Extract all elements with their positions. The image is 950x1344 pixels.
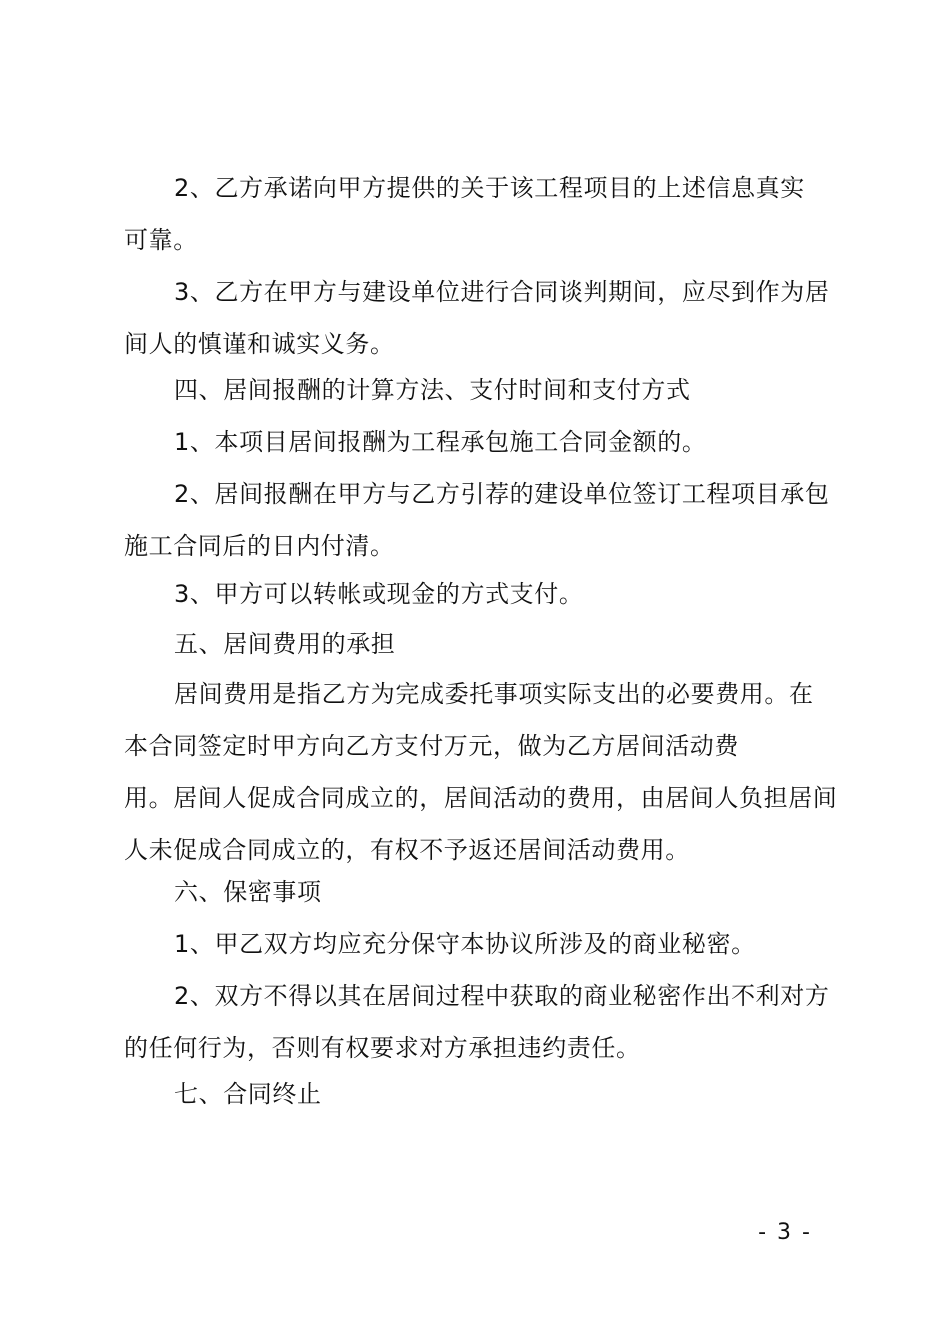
paragraph-line: 2、双方不得以其在居间过程中获取的商业秘密作出不利对方 (174, 982, 830, 1010)
paragraph-line: 可靠。 (124, 226, 198, 254)
paragraph-line: 人未促成合同成立的，有权不予返还居间活动费用。 (124, 836, 690, 864)
paragraph-line: 间人的慎谨和诚实义务。 (124, 330, 395, 358)
paragraph-line: 3、乙方在甲方与建设单位进行合同谈判期间，应尽到作为居 (174, 278, 830, 306)
paragraph-line: 1、甲乙双方均应充分保守本协议所涉及的商业秘密。 (174, 930, 756, 958)
paragraph-expenses-detail (124, 668, 836, 876)
section-heading-confidentiality (124, 866, 836, 918)
paragraph-line: 居间费用是指乙方为完成委托事项实际支出的必要费用。在 (174, 680, 814, 708)
paragraph-commitment-accuracy (124, 162, 836, 266)
paragraph-line: 五、居间费用的承担 (174, 630, 396, 658)
paragraph-line: 施工合同后的日内付清。 (124, 532, 395, 560)
paragraph-line: 用。居间人促成合同成立的，居间活动的费用，由居间人负担居间 (124, 784, 838, 812)
paragraph-payment-time (124, 468, 836, 572)
paragraph-line: 3、甲方可以转帐或现金的方式支付。 (174, 580, 584, 608)
paragraph-line: 2、居间报酬在甲方与乙方引荐的建设单位签订工程项目承包 (174, 480, 830, 508)
paragraph-confidentiality-obligation (124, 918, 836, 970)
paragraph-payment-method (124, 568, 836, 620)
paragraph-line: 六、保密事项 (174, 878, 322, 906)
page-number: - 3 - (758, 1220, 812, 1245)
paragraph-line: 七、合同终止 (174, 1080, 322, 1108)
paragraph-remuneration-amount (124, 416, 836, 468)
paragraph-negotiation-duty (124, 266, 836, 370)
paragraph-confidentiality-breach (124, 970, 836, 1074)
section-heading-expenses (124, 618, 836, 670)
paragraph-line: 2、乙方承诺向甲方提供的关于该工程项目的上述信息真实 (174, 174, 805, 202)
paragraph-line: 的任何行为，否则有权要求对方承担违约责任。 (124, 1034, 641, 1062)
paragraph-line: 1、本项目居间报酬为工程承包施工合同金额的。 (174, 428, 707, 456)
paragraph-line: 四、居间报酬的计算方法、支付时间和支付方式 (174, 376, 691, 404)
section-heading-termination (124, 1068, 836, 1120)
paragraph-line: 本合同签定时甲方向乙方支付万元，做为乙方居间活动费 (124, 732, 739, 760)
section-heading-remuneration (124, 364, 836, 416)
